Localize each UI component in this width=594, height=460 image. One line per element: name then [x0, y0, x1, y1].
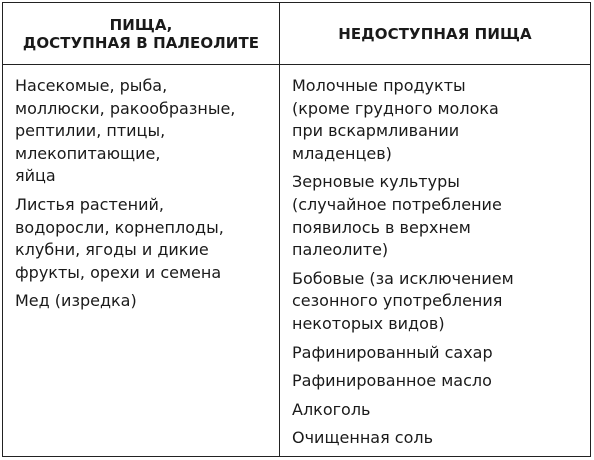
list-item	[292, 427, 588, 450]
header-unavailable-food	[280, 3, 590, 64]
item-line: палеолите)	[292, 240, 389, 260]
item-line: младенцев)	[292, 143, 392, 163]
item-line: водоросли, корнеплоды,	[15, 217, 224, 237]
item-line: Зерновые культуры	[292, 172, 460, 192]
item-line: Бобовые (за исключением	[292, 268, 514, 288]
list-item	[15, 290, 277, 313]
list-item	[292, 171, 588, 261]
list-item	[292, 399, 588, 422]
item-line: Насекомые, рыба,	[15, 76, 168, 95]
header-line: НЕДОСТУПНАЯ ПИЩА	[338, 24, 532, 43]
header-divider	[3, 64, 590, 65]
column-divider	[279, 3, 280, 456]
item-line: Алкоголь	[292, 399, 371, 419]
header-available-food	[3, 3, 279, 64]
list-item	[292, 370, 588, 393]
item-line: Очищенная соль	[292, 428, 434, 448]
item-line: яйца	[15, 166, 56, 186]
food-comparison-table	[2, 2, 591, 457]
list-item	[15, 194, 277, 284]
item-line: Рафинированный сахар	[292, 342, 493, 362]
item-line: (кроме грудного молока	[292, 98, 499, 118]
list-item	[292, 75, 588, 165]
available-food-column	[15, 75, 277, 319]
item-line: клубни, ягоды и дикие	[15, 240, 209, 260]
item-line: при вскармливании	[292, 121, 460, 141]
item-line: сезонного употребления	[292, 291, 503, 311]
item-line: фрукты, орехи и семена	[15, 262, 222, 282]
item-line: Молочные продукты	[292, 76, 466, 95]
item-line: появилось в верхнем	[292, 217, 471, 237]
header-line: ПИЩА,	[109, 15, 173, 34]
item-line: моллюски, ракообразные,	[15, 98, 236, 118]
item-line: млекопитающие,	[15, 143, 161, 163]
item-line: (случайное потребление	[292, 194, 502, 214]
unavailable-food-column	[292, 75, 588, 456]
item-line: Листья растений,	[15, 194, 164, 214]
header-line: ДОСТУПНАЯ В ПАЛЕОЛИТЕ	[22, 33, 260, 52]
item-line: некоторых видов)	[292, 313, 445, 333]
item-line: рептилии, птицы,	[15, 121, 166, 141]
item-line: Рафинированное масло	[292, 371, 492, 391]
list-item	[292, 268, 588, 336]
list-item	[15, 75, 277, 188]
list-item	[292, 342, 588, 365]
item-line: Мед (изредка)	[15, 291, 137, 311]
